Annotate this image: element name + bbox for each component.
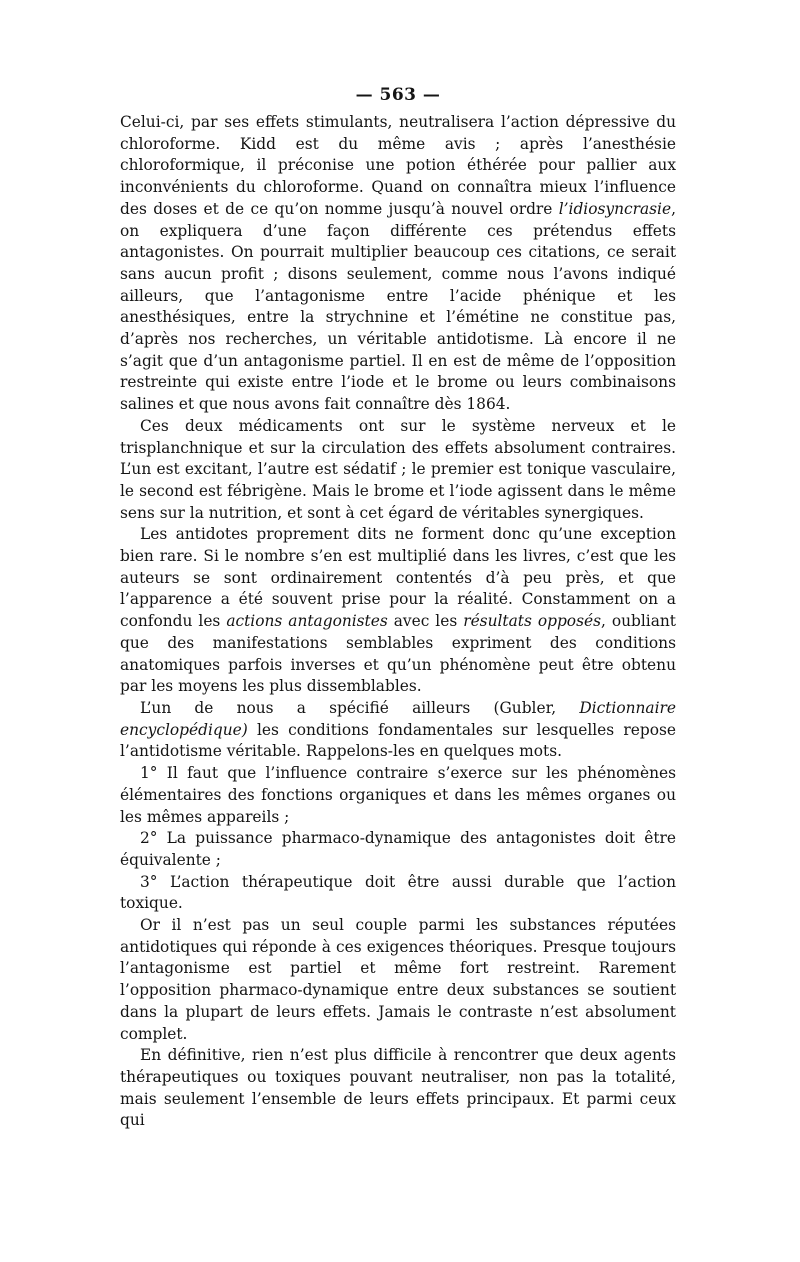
condition-1: 1° Il faut que l’influence contraire s’exerce sur les phénomènes élémentaires des fonctions organiques et dans les mêmes organes ou les mêmes appareils ; <box>120 764 676 826</box>
paragraph-2: Ces deux médicaments ont sur le système nerveux et le trisplanchnique et sur la circulation des effets absolument contraires. L’un est excitant, l’autre est sédatif ; le premier est tonique vasculaire, le second est fébrigène. Mais le brome et l’iode agissent dans le même sens sur la nutrition, et sont à cet égard de véritables synergiques. <box>120 416 676 522</box>
emphasis-resultats-opposes: résultats opposés <box>463 612 601 631</box>
paragraph-8: Or il n’est pas un seul couple parmi les substances réputées antidotiques qui réponde à ces exigences théoriques. Presque toujours l’antagonisme est partiel et même fort restreint. Rarement l’opposition pharmaco-dynamique entre deux substances se soutient dans la plupart de leurs effets. Jamais le contraste n’est absolument complet. <box>120 916 676 1043</box>
paragraph-9: En définitive, rien n’est plus difficile à rencontrer que deux agents thérapeutiques ou toxiques pouvant neutraliser, non pas la totalité, mais seulement l’ensemble de leurs effets principaux. Et parmi ceux qui <box>120 1046 676 1130</box>
page-number: — 563 — <box>355 85 441 105</box>
condition-2: 2° La puissance pharmaco-dynamique des antagonistes doit être équivalente ; <box>120 829 676 869</box>
condition-3: 3° L’action thérapeutique doit être aussi durable que l’action toxique. <box>120 872 676 913</box>
page-body <box>120 84 676 1132</box>
emphasis-idiosyncrasie: l’idiosyncrasie <box>558 199 672 218</box>
emphasis-dictionnaire: Dictionnaire encyclopédique) <box>120 698 676 739</box>
paragraph-3: Les antidotes proprement dits ne forment donc qu’une exception bien rare. Si le nombre s’en est multiplié dans les livres, c’est que les auteurs se sont ordinairement contentés d’à peu près, et que l’apparence a été souvent prise pour la réalité. Constamment on a confondu les actions antagonistes avec les résultats opposés, oubliant que des manifestations semblables expriment des conditions anatomiques parfois inverses et qu’un phénomène peut être obtenu par les moyens les plus dissemblables. <box>120 525 676 696</box>
paragraph-4: L’un de nous a spécifié ailleurs (Gubler, Dictionnaire encyclopédique) les conditions fondamentales sur lesquelles repose l’antidotisme véritable. Rappelons-les en quelques mots. <box>120 698 676 761</box>
emphasis-actions-antagonistes: actions antagonistes <box>226 612 388 631</box>
paragraph-1: Celui-ci, par ses effets stimulants, neutralisera l’action dépressive du chloroforme. Kidd est du même avis ; après l’anesthésie chloroformique, il préconise une potion éthérée pour pallier aux inconvénients du chloroforme. Quand on connaîtra mieux l’influence des doses et de ce qu’on nomme jusqu’à nouvel ordre l’idiosyncrasie, on expliquera d’une façon différente ces prétendus effets antagonistes. On pourrait multiplier beaucoup ces citations, ce serait sans aucun profit ; disons seulement, comme nous l’avons indiqué ailleurs, que l’antagonisme entre l’acide phénique et les anesthésiques, entre la strychnine et l’émétine ne constitue pas, d’après nos recherches, un véritable antidotisme. Là encore il ne s’agit que d’un antagonisme partiel. Il en est de même de l’opposition restreinte qui existe entre l’iode et le brome ou leurs combinaisons salines et que nous avons fait connaître dès 1864. <box>120 113 676 414</box>
